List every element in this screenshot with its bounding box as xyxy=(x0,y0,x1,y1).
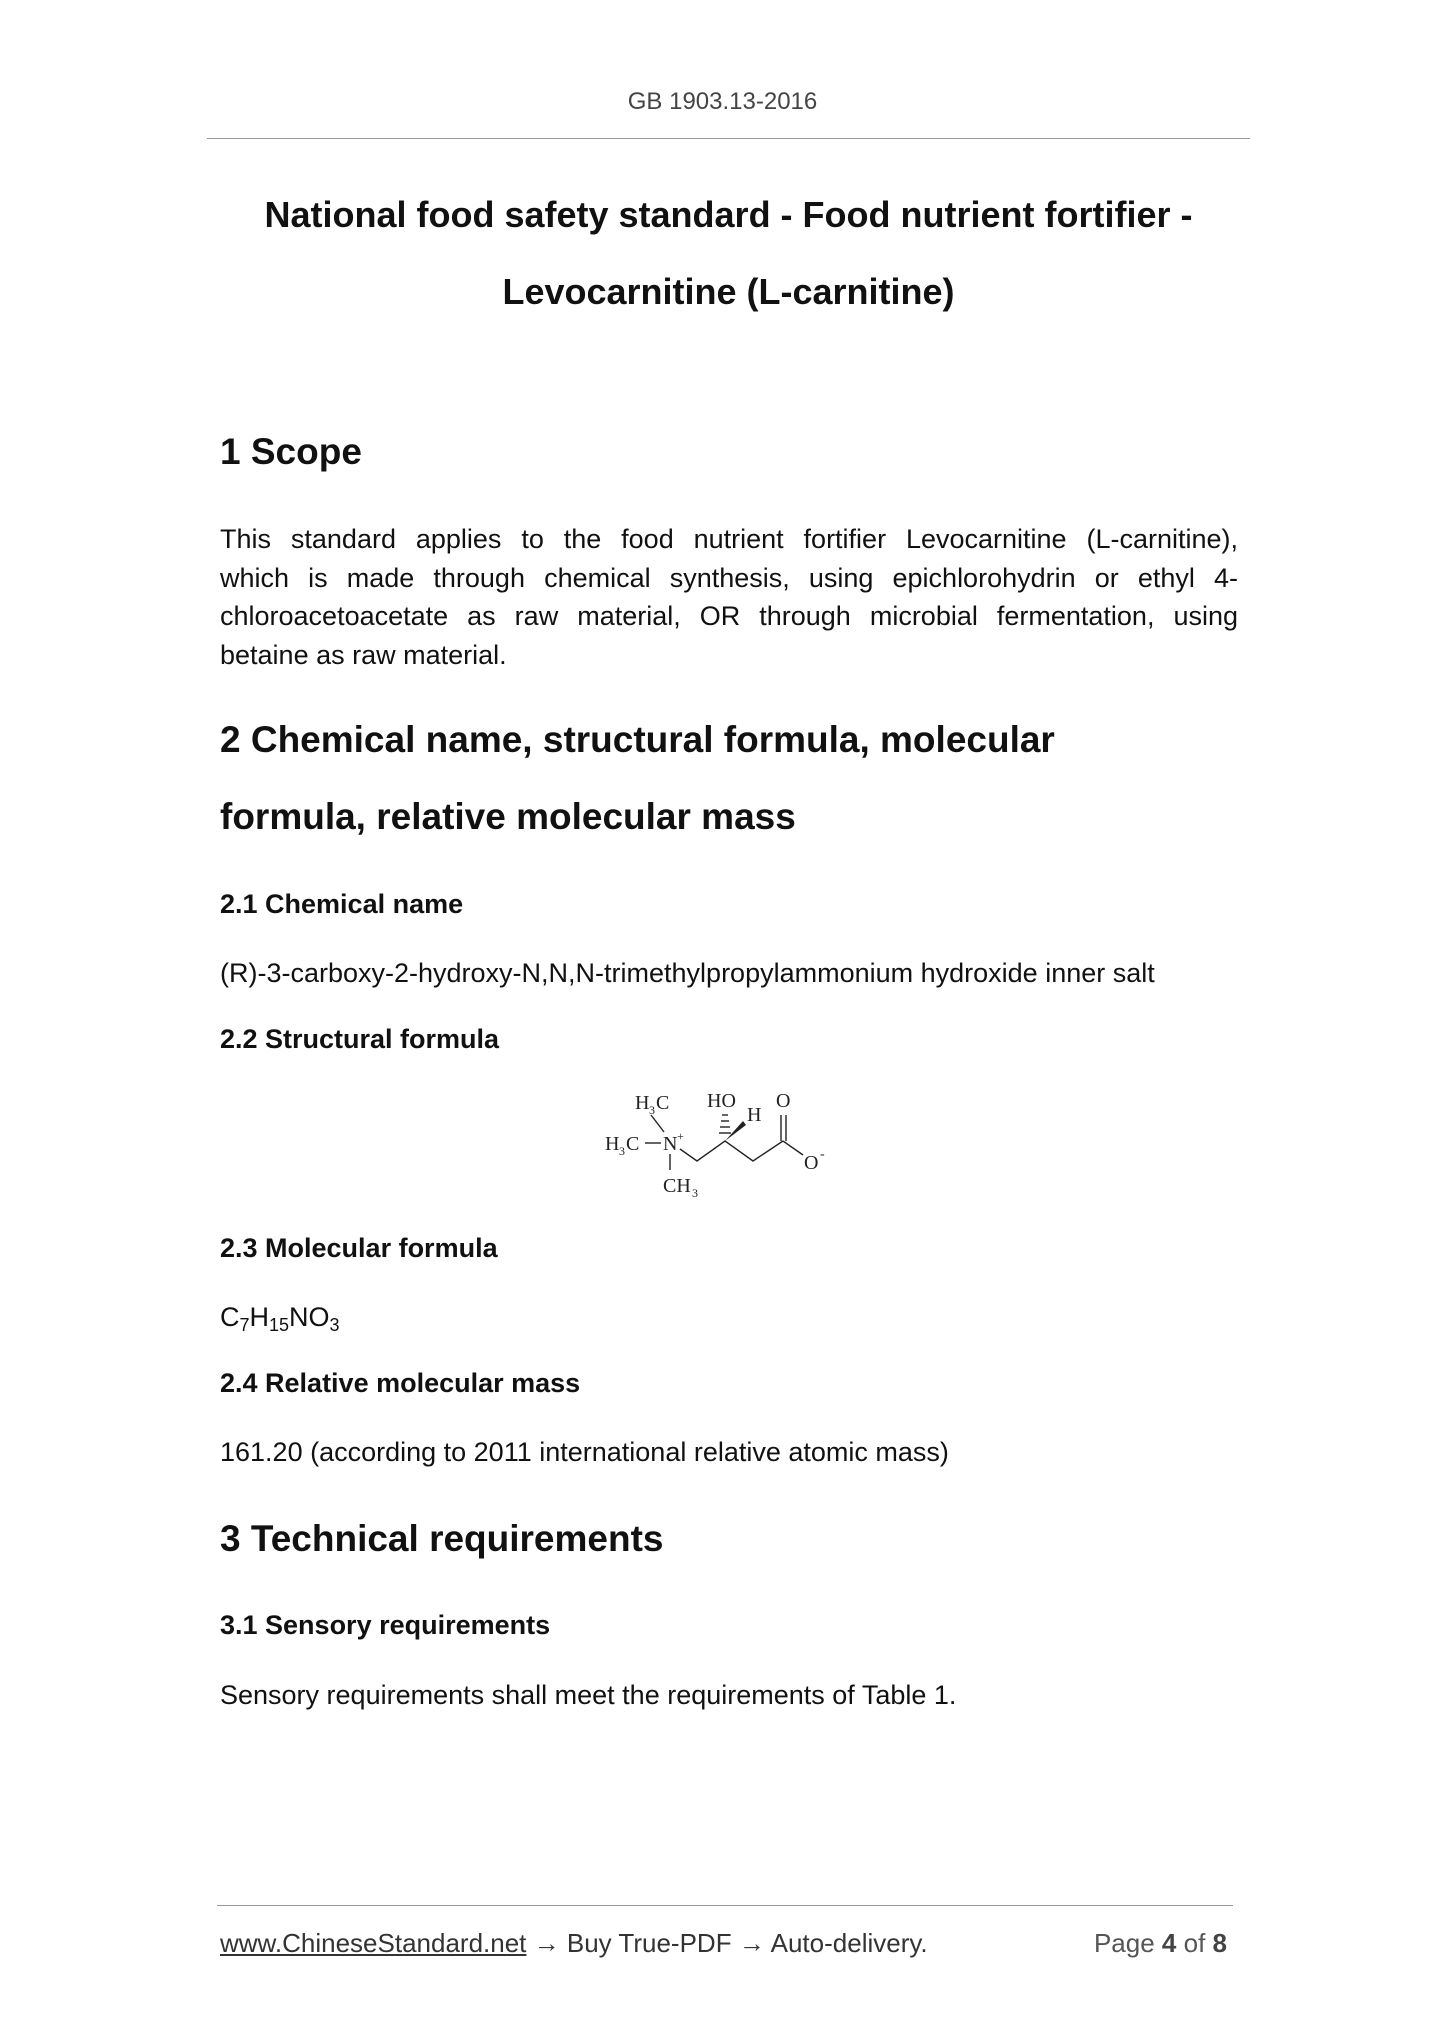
label-h: H xyxy=(747,1104,762,1126)
label-ch3-bottom-sub: 3 xyxy=(692,1186,698,1200)
title-line-2: Levocarnitine (L-carnitine) xyxy=(502,271,955,312)
label-n-charge: + xyxy=(677,1129,684,1143)
label-o-minus: O xyxy=(804,1152,819,1174)
label-o-charge: - xyxy=(820,1147,825,1162)
bond-c-o-single xyxy=(783,1141,803,1155)
sensory-requirements-text: Sensory requirements shall meet the requirements of Table 1. xyxy=(220,1680,957,1710)
section-2-2-heading: 2.2 Structural formula xyxy=(220,1024,500,1054)
label-h3c-top-h: H xyxy=(635,1092,650,1114)
section-2-3-heading: 2.3 Molecular formula xyxy=(220,1233,498,1263)
label-ho: HO xyxy=(707,1090,736,1112)
document-title xyxy=(207,176,1250,330)
formula-h-count: 15 xyxy=(269,1315,290,1335)
section-3-heading: 3 Technical requirements xyxy=(220,1518,664,1559)
label-o-top: O xyxy=(776,1090,791,1112)
formula-o-count: 3 xyxy=(329,1315,340,1335)
buy-true-pdf-text: Buy True-PDF xyxy=(566,1928,732,1958)
formula-no: NO xyxy=(289,1302,330,1332)
arrow-right-icon: → xyxy=(533,1928,560,1958)
auto-delivery-text: Auto-delivery. xyxy=(770,1928,928,1958)
formula-h: H xyxy=(249,1302,270,1332)
formula-c: C xyxy=(220,1302,240,1332)
footer-divider xyxy=(217,1905,1233,1906)
section-3-1-heading: 3.1 Sensory requirements xyxy=(220,1610,551,1640)
section-1-body xyxy=(220,520,1238,674)
label-h3c-top-sub: 3 xyxy=(649,1103,655,1117)
section-2-heading-line-1: 2 Chemical name, structural formula, molecular xyxy=(220,719,1055,760)
page-total: 8 xyxy=(1212,1928,1227,1958)
page-number xyxy=(1094,1928,1227,1959)
section-1-heading: 1 Scope xyxy=(220,431,362,472)
wedge-bond-h xyxy=(725,1121,746,1141)
label-h3c-left-sub: 3 xyxy=(619,1144,625,1158)
page-header-doc-code: GB 1903.13-2016 xyxy=(627,88,818,115)
section-2-1-heading: 2.1 Chemical name xyxy=(220,889,464,919)
hashed-bond-oh xyxy=(719,1115,731,1133)
scope-line-3: chloroacetoacetate as raw material, OR through microbial fermentation, using xyxy=(220,601,1238,631)
scope-line-2: which is made through chemical synthesis, using epichlorohydrin or ethyl 4- xyxy=(220,562,1238,593)
structural-formula-diagram xyxy=(595,1087,875,1205)
relative-molecular-mass-text: 161.20 (according to 2011 international relative atomic mass) xyxy=(220,1437,949,1467)
molecular-formula xyxy=(220,1298,1238,1345)
section-2-4-heading: 2.4 Relative molecular mass xyxy=(220,1368,581,1398)
bond-n-ch3-top xyxy=(651,1115,664,1132)
bond-carbon-chain xyxy=(680,1141,783,1161)
scope-line-4: betaine as raw material. xyxy=(220,639,507,670)
chemical-name-text: (R)-3-carboxy-2-hydroxy-N,N,N-trimethylpropylammonium hydroxide inner salt xyxy=(220,958,1155,988)
label-n-plus: N xyxy=(663,1133,678,1155)
formula-c-count: 7 xyxy=(239,1315,250,1335)
scope-line-1: This standard applies to the food nutrient fortifier Levocarnitine (L-carnitine), xyxy=(220,524,1238,554)
label-h3c-left-h: H xyxy=(605,1133,620,1155)
arrow-right-icon: → xyxy=(738,1928,765,1958)
header-divider xyxy=(207,138,1250,139)
label-h3c-left-c: C xyxy=(626,1133,640,1155)
of-label: of xyxy=(1183,1928,1206,1958)
label-h3c-top-c: C xyxy=(656,1092,670,1114)
page-current: 4 xyxy=(1161,1928,1177,1958)
label-ch3-bottom: CH xyxy=(663,1175,691,1197)
section-2-heading-line-2: formula, relative molecular mass xyxy=(220,796,796,837)
page-label: Page xyxy=(1093,1928,1155,1958)
website-link[interactable]: www.ChineseStandard.net xyxy=(220,1928,527,1958)
section-2-heading xyxy=(220,701,1055,855)
title-line-1: National food safety standard - Food nutrient fortifier - xyxy=(264,194,1193,235)
footer-links xyxy=(220,1928,928,1959)
